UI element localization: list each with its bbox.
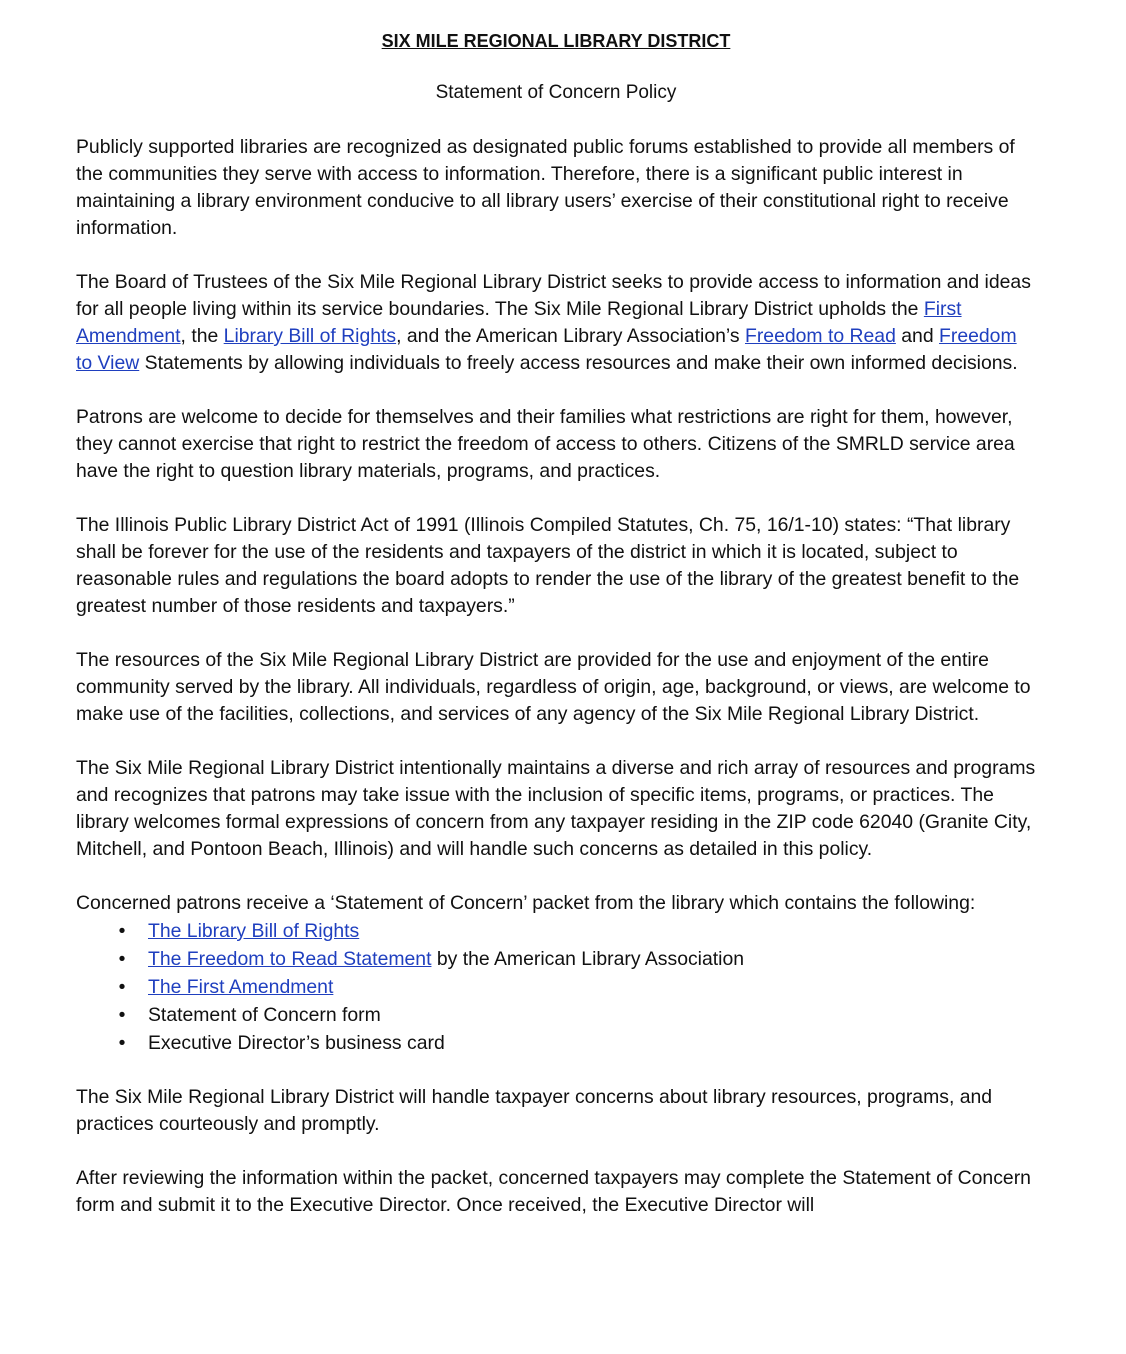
document-page bbox=[76, 28, 1036, 1246]
paragraph-text: Statements by allowing individuals to freely access resources and make their own informed decisions. bbox=[139, 352, 1018, 374]
packet-contents-list bbox=[76, 917, 1036, 1057]
library-bill-of-rights-list-link[interactable]: The Library Bill of Rights bbox=[148, 920, 360, 942]
list-item bbox=[112, 1029, 1036, 1057]
library-bill-of-rights-link[interactable]: Library Bill of Rights bbox=[223, 325, 397, 347]
bullet-icon: • bbox=[118, 1032, 126, 1054]
paragraph-after-reviewing: After reviewing the information within the packet, concerned taxpayers may complete the Statement of Concern form and submit it to the Executive Director. Once received, the Executive Director will bbox=[76, 1167, 1031, 1216]
paragraph-text: and bbox=[895, 325, 940, 347]
list-item bbox=[112, 945, 1036, 973]
freedom-to-read-link[interactable]: Freedom to Read bbox=[744, 325, 896, 347]
list-item bbox=[112, 917, 1036, 945]
bullet-icon: • bbox=[118, 976, 126, 998]
freedom-to-read-statement-link[interactable]: The Freedom to Read Statement bbox=[148, 948, 432, 970]
paragraph-resources: The resources of the Six Mile Regional Library District are provided for the use and enjoyment of the entire community served by the library. All individuals, regardless of origin, age, background, or views, are welcome to make use of the facilities, collections, and services of any agency of the Six Mile Regional Library District. bbox=[76, 649, 1031, 725]
paragraph-text: The Board of Trustees of the Six Mile Regional Library District seeks to provide access to information and ideas for all people living within its service boundaries. The Six Mile Regional Library District upholds the bbox=[76, 271, 1031, 320]
document-subtitle: Statement of Concern Policy bbox=[435, 82, 677, 103]
paragraph-diverse-array: The Six Mile Regional Library District intentionally maintains a diverse and rich array of resources and programs and recognizes that patrons may take issue with the inclusion of specific items, programs, or practices. The library welcomes formal expressions of concern from any taxpayer residing in the ZIP code 62040 (Granite City, Mitchell, and Pontoon Beach, Illinois) and will handle such concerns as detailed in this policy. bbox=[76, 757, 1036, 860]
paragraph-patrons-welcome: Patrons are welcome to decide for themselves and their families what restrictions are right for them, however, they cannot exercise that right to restrict the freedom of access to others. Citizens of the SMRLD service area have the right to question library materials, programs, and practices. bbox=[76, 406, 1015, 482]
paragraph-packet-intro: Concerned patrons receive a ‘Statement of Concern’ packet from the library which contains the following: bbox=[76, 892, 976, 914]
paragraph-handle-concerns: The Six Mile Regional Library District will handle taxpayer concerns about library resources, programs, and practices courteously and promptly. bbox=[76, 1086, 993, 1135]
bullet-icon: • bbox=[118, 920, 126, 942]
first-amendment-link[interactable]: First Amendment bbox=[76, 298, 962, 347]
paragraph-illinois-act: The Illinois Public Library District Act of 1991 (Illinois Compiled Statutes, Ch. 75, 16/1-10) states: “That library shall be forever for the use of the residents and taxpayers of the district in which it is located, subject to reasonable rules and regulations the board adopts to render the use of the library of the greatest benefit to the greatest number of those residents and taxpayers.” bbox=[76, 514, 1020, 617]
paragraph-public-forums: Publicly supported libraries are recognized as designated public forums established to provide all members of the communities they serve with access to information. Therefore, there is a significant public interest in maintaining a library environment conducive to all library users’ exercise of their constitutional right to receive information. bbox=[76, 136, 1015, 239]
bullet-icon: • bbox=[118, 948, 126, 970]
list-item-text: by the American Library Association bbox=[431, 948, 745, 970]
list-item bbox=[112, 1001, 1036, 1029]
paragraph-board-of-trustees bbox=[76, 269, 1036, 377]
document-title: SIX MILE REGIONAL LIBRARY DISTRICT bbox=[381, 31, 731, 51]
list-item-text: Executive Director’s business card bbox=[148, 1032, 445, 1054]
paragraph-text: , the bbox=[180, 325, 224, 347]
list-item bbox=[112, 973, 1036, 1001]
freedom-to-view-link[interactable]: Freedom to View bbox=[76, 325, 1017, 374]
paragraph-text: , and the American Library Association’s bbox=[396, 325, 745, 347]
list-item-text: Statement of Concern form bbox=[148, 1004, 381, 1026]
bullet-icon: • bbox=[118, 1004, 126, 1026]
first-amendment-list-link[interactable]: The First Amendment bbox=[148, 976, 334, 998]
